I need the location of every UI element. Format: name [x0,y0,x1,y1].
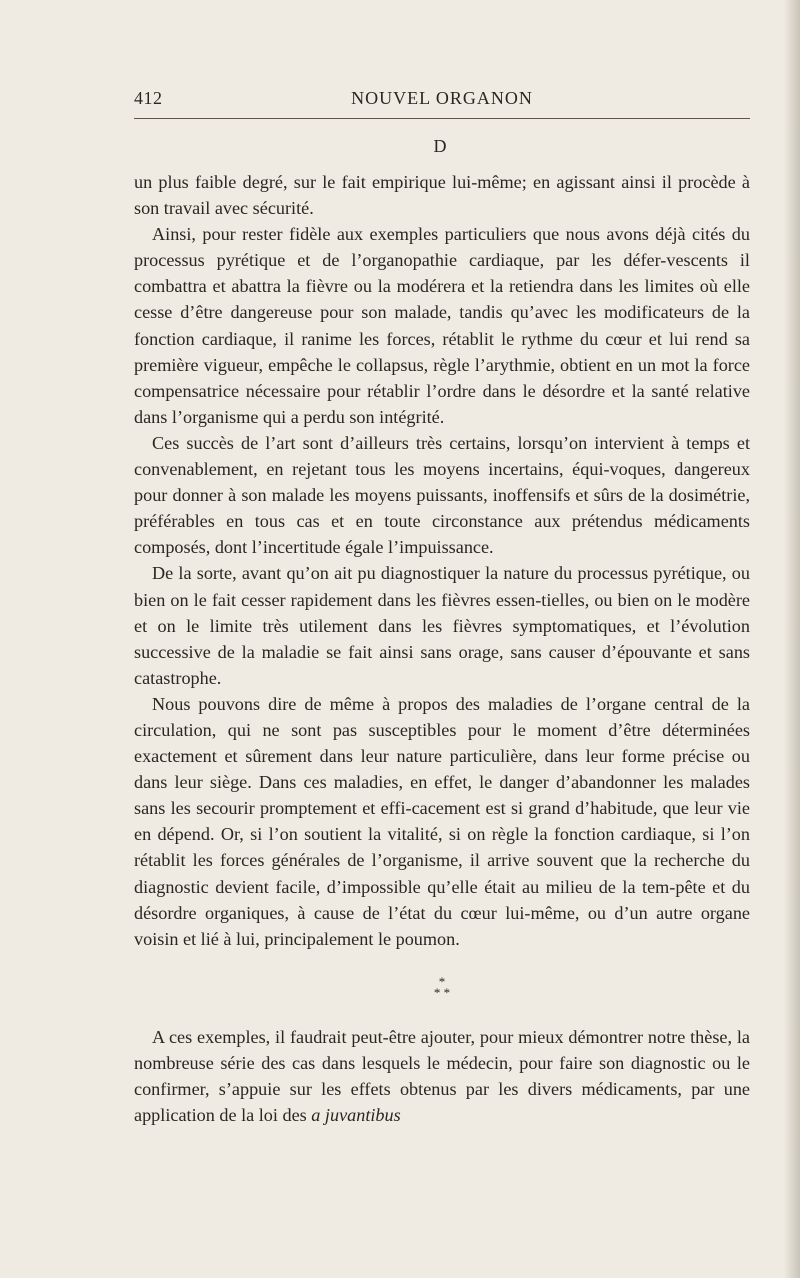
paragraph: Ces succès de l’art sont d’ailleurs très certains, lorsqu’on intervient à temps et convenablement, en rejetant tous les moyens incertains, équi-voques, dangereux pour donner à son malade les moyens puissants, inoffensifs et sûrs de la dosimétrie, préférables en tous cas et en toute circonstance aux prétendus médicaments composés, dont l’incertitude égale l’impuissance. [134,432,750,558]
final-paragraph [134,1024,750,1128]
header-rule [134,118,750,119]
asterism [134,973,750,1000]
final-paragraph-text: A ces exemples, il faudrait peut-être ajouter, pour mieux démontrer notre thèse, la nombreuse série des cas dans lesquels le médecin, pour faire son diagnostic ou le confirmer, s’appuie sur les effets obtenus par les divers médicaments, par une application de la loi des [134,1026,750,1126]
signature-mark: D [433,136,447,156]
running-title: NOUVEL ORGANON [351,88,533,108]
paragraph: Ainsi, pour rester fidèle aux exemples particuliers que nous avons déjà cités du processus pyrétique et de l’organopathie cardiaque, par les défer-vescents il combattra et abattra la fièvre ou la modérera et la retiendra dans les limites où elle cesse d’être dangereuse pour son malade, tandis qu’avec les modificateurs de la fonction cardiaque, il ranime les forces, rétablit le rythme du cœur et lui rend sa première vigueur, empêche le collapsus, règle l’arythmie, obtient en un mot la force compensatrice nécessaire pour rétablir l’ordre dans le désordre et la santé relative dans l’organisme qui a perdu son intégrité. [134,224,750,427]
page-number: 412 [134,88,163,108]
page-edge [784,0,800,1278]
paragraph: De la sorte, avant qu’on ait pu diagnostiquer la nature du processus pyrétique, ou bien on le fait cesser rapidement dans les fièvres essen-tielles, ou bien on le modère et on le limite très utilement dans les fièvres symptomatiques, et l’évolution successive de la maladie se fait ainsi sans orage, sans causer d’épouvante et sans catastrophe. [134,563,750,688]
body-text [134,169,750,1128]
final-paragraph-italic: a juvantibus [311,1105,401,1126]
page-header [134,88,750,112]
paragraph: Nous pouvons dire de même à propos des maladies de l’organe central de la circulation, qui ne sont pas susceptibles pour le moment d’être déterminées exactement et sûrement dans leur nature particulière, dans leur forme précise ou dans leur siège. Dans ces maladies, en effet, le danger d’abandonner les malades sans les secourir promptement et effi-cacement est si grand d’habitude, que leur vie en dépend. Or, si l’on soutient la vitalité, si on règle la fonction cardiaque, si l’on rétablit les forces générales de l’organisme, il arrive souvent que la recherche du diagnostic devient facile, d’impossible qu’elle était au milieu de la tem-pête et du désordre organiques, à cause de l’état du cœur lui-même, ou d’un autre organe voisin et lié à lui, principalement le poumon. [134,693,750,949]
asterism-top: * [438,973,446,989]
paragraph: un plus faible degré, sur le fait empirique lui-même; en agissant ainsi il procède à son travail avec sécurité. [134,172,750,219]
asterism-bottom: * * [433,984,451,1000]
